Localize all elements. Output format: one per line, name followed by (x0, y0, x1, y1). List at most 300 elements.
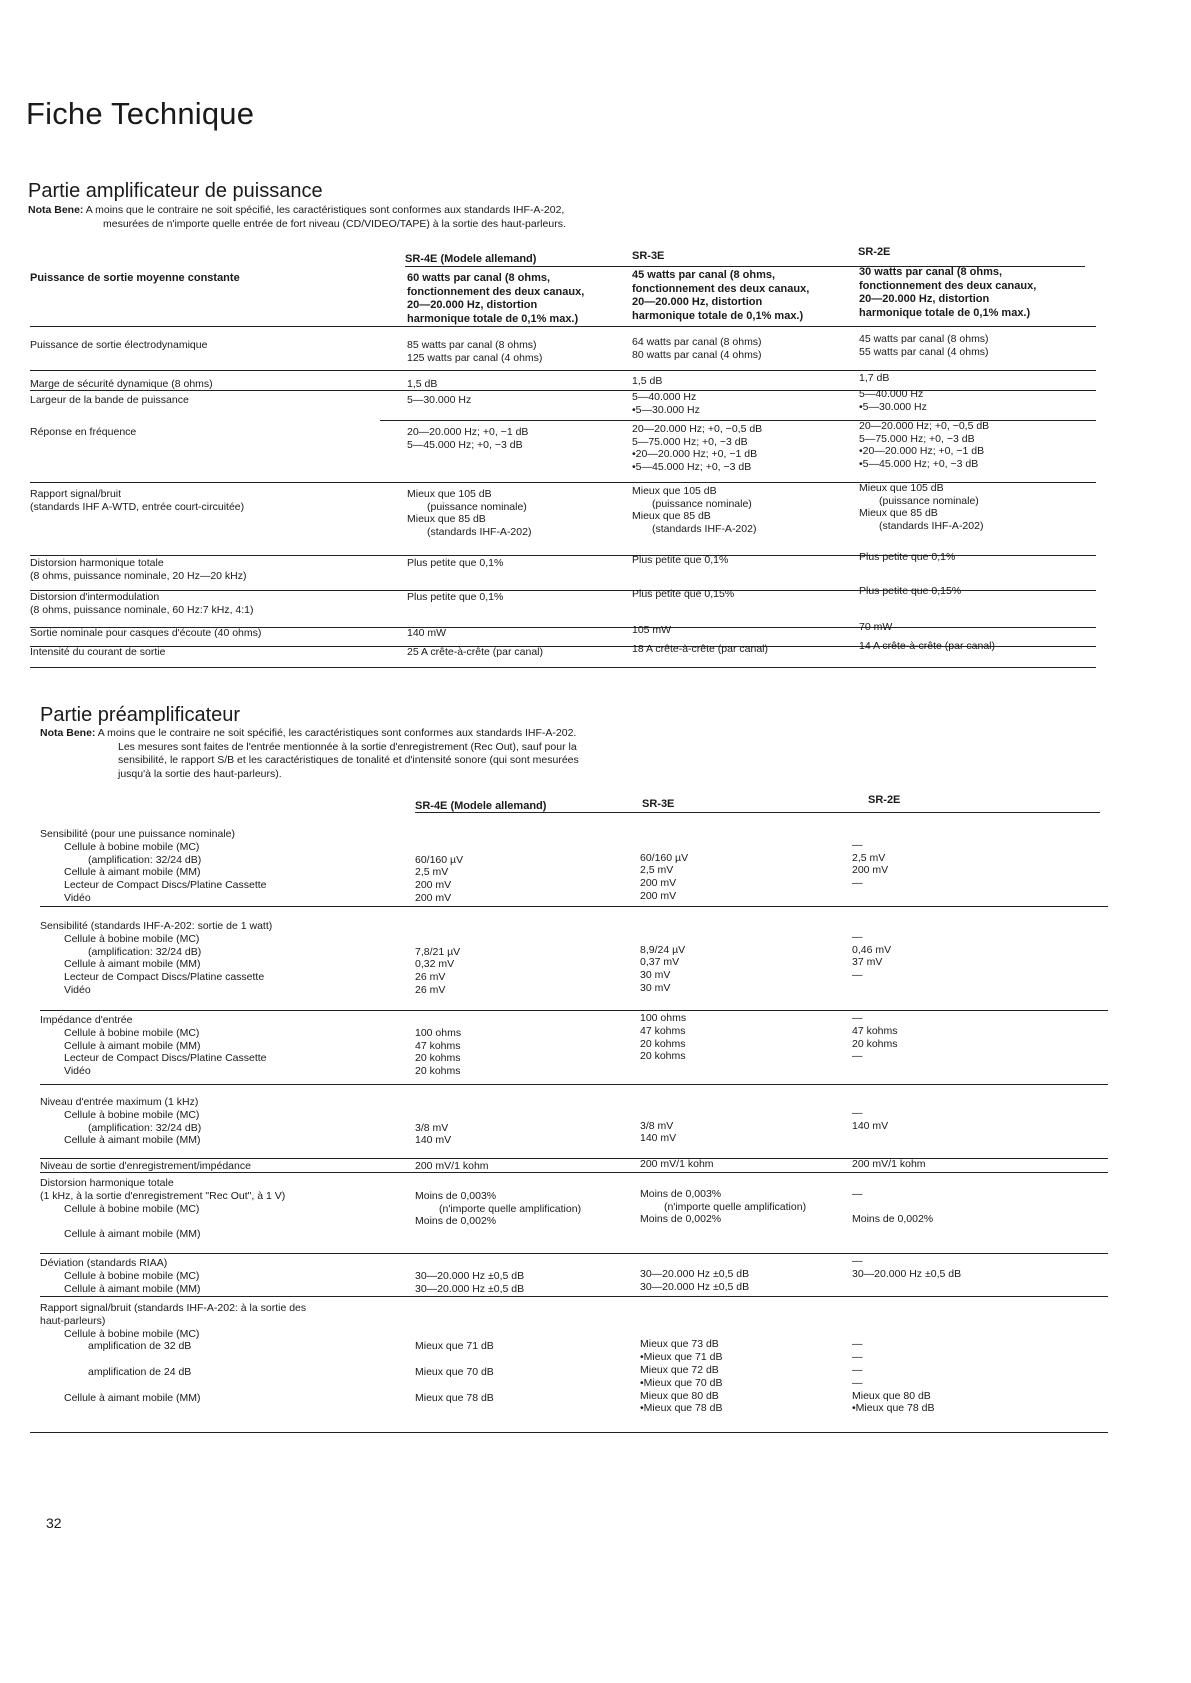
page-number: 32 (46, 1515, 62, 1531)
sr2e-line: — (852, 1255, 863, 1267)
sr3e-line: 100 ohms (640, 1012, 687, 1024)
sr2e-line: — (852, 1338, 863, 1351)
power-row-label-line: Puissance de sortie moyenne constante (30, 272, 240, 284)
sr4e-line: 2,5 mV (415, 866, 449, 879)
pre-cell-sr2e (852, 1158, 1092, 1171)
sr3e-line: 47 kohms (640, 1024, 686, 1037)
sr4e-line: 7,8/21 µV (415, 945, 461, 958)
sr2e-line (852, 890, 1092, 903)
pre-nota-line1: A moins que le contraire ne soit spécifié, les caractéristiques sont conformes aux standards IHF-A-202. (97, 727, 577, 739)
power-cell-sr3e (632, 269, 857, 323)
sr2e-line: (standards IHF-A-202) (879, 519, 984, 532)
pre-row-rule (40, 1296, 1108, 1297)
sr4e-line (415, 920, 625, 933)
sr4e-line: 5—30.000 Hz (407, 394, 472, 406)
sr2e-line: — (852, 1187, 863, 1200)
pre-row-label-line: Impédance d'entrée (40, 1014, 133, 1026)
sr2e-line: 140 mV (852, 1119, 889, 1132)
pre-row-label-line: Cellule à aimant mobile (MM) (64, 866, 201, 879)
sr2e-line (852, 982, 1092, 995)
pre-cell-sr4e (415, 920, 625, 997)
sr4e-line: 125 watts par canal (4 ohms) (407, 351, 543, 364)
sr4e-line: Moins de 0,002% (415, 1215, 497, 1228)
sr4e-line (415, 828, 625, 841)
power-cell-sr4e (407, 591, 627, 604)
pre-cell-sr4e (415, 1014, 625, 1078)
pre-row-label-line: Vidéo (64, 1065, 91, 1078)
sr2e-line: 20—20.000 Hz, distortion (859, 293, 990, 305)
power-cell-sr4e (407, 339, 627, 364)
pre-row-label-line: Cellule à aimant mobile (MM) (64, 1039, 201, 1052)
sr4e-line: 20—20.000 Hz, distortion (407, 299, 538, 311)
power-row-rule (30, 370, 1096, 371)
power-nota-line2: mesurées de n'importe quelle entrée de fort niveau (CD/VIDEO/TAPE) à la sortie des haut-parleurs. (103, 217, 566, 230)
sr3e-line: 200 mV/1 kohm (640, 1158, 714, 1170)
sr3e-line (640, 1063, 860, 1076)
sr4e-line: 30—20.000 Hz ±0,5 dB (415, 1269, 525, 1282)
power-cell-sr2e (859, 621, 1099, 634)
sr3e-line: 45 watts par canal (8 ohms, (632, 269, 776, 281)
pre-row-label-line: amplification de 24 dB (88, 1365, 192, 1378)
sr2e-line (852, 1281, 1092, 1294)
sr2e-line (852, 1300, 1092, 1313)
sr4e-line: fonctionnement des deux canaux, (407, 285, 585, 298)
pre-row-rule (40, 1010, 1108, 1011)
sr2e-line: 30—20.000 Hz ±0,5 dB (852, 1267, 962, 1280)
power-row-label-line: Puissance de sortie électrodynamique (30, 339, 208, 351)
power-section-title: Partie amplificateur de puissance (28, 180, 323, 202)
sr3e-line: (puissance nominale) (652, 497, 752, 510)
sr2e-line: (puissance nominale) (879, 494, 979, 507)
pre-row-label-line: Vidéo (64, 983, 91, 996)
sr3e-line: 60/160 µV (640, 851, 689, 864)
pre-nota-line3: sensibilité, le rapport S/B et les caractéristiques de tonalité et d'intensité sonore (qui sont mesurées (118, 754, 579, 766)
power-cell-sr3e (632, 485, 857, 535)
power-nota-line1: A moins que le contraire ne soit spécifié, les caractéristiques sont conformes aux standards IHF-A-202, (85, 204, 565, 216)
power-cell-sr3e (632, 624, 857, 637)
sr2e-line: 0,46 mV (852, 943, 892, 956)
power-nota (28, 204, 566, 231)
sr3e-line (640, 1226, 860, 1239)
sr3e-line: Plus petite que 0,1% (632, 554, 729, 566)
pre-col-sr4e: SR-4E (Modele allemand) (415, 800, 547, 812)
sr2e-line (852, 1094, 1092, 1107)
sr2e-line (852, 1201, 1092, 1214)
sr3e-line: Moins de 0,003% (640, 1187, 722, 1200)
sr4e-line (415, 1315, 625, 1328)
sr3e-line: (standards IHF-A-202) (652, 522, 757, 535)
pre-row-label-line: Cellule à bobine mobile (MC) (64, 1269, 200, 1282)
power-cell-sr4e (407, 557, 627, 570)
pre-row-rule (40, 1253, 1108, 1254)
sr2e-line: •5—30.000 Hz (859, 400, 927, 413)
pre-nota-label: Nota Bene: (40, 727, 96, 739)
pre-cell-sr3e (640, 1255, 860, 1293)
sr4e-line: 47 kohms (415, 1039, 461, 1052)
power-row-label (30, 339, 410, 352)
pre-cell-sr4e (415, 1096, 625, 1147)
pre-row-label-line: Cellule à aimant mobile (MM) (64, 1282, 201, 1295)
sr2e-line: 200 mV/1 kohm (852, 1158, 926, 1170)
pre-row-label-line: Sensibilité (pour une puissance nominale) (40, 828, 235, 840)
pre-row-label-line: Cellule à bobine mobile (MC) (64, 1327, 200, 1340)
sr2e-line: — (852, 1376, 863, 1389)
sr3e-line: 20 kohms (640, 1037, 686, 1050)
sr4e-line (415, 841, 625, 854)
sr2e-line: — (852, 930, 863, 943)
sr4e-line: (n'importe quelle amplification) (439, 1202, 582, 1215)
power-row-label-line: Intensité du courant de sortie (30, 646, 166, 658)
pre-section-title: Partie préamplificateur (40, 704, 241, 726)
power-row-label (30, 488, 410, 513)
power-cell-sr2e (859, 482, 1099, 532)
pre-nota (40, 727, 579, 781)
sr3e-line: 200 mV (640, 877, 677, 890)
sr4e-line: Mieux que 78 dB (415, 1391, 494, 1404)
pre-row-rule (40, 1084, 1108, 1085)
power-row-label (30, 646, 410, 659)
sr2e-line: •20—20.000 Hz; +0, −1 dB (859, 445, 985, 458)
pre-cell-sr4e (415, 1302, 625, 1404)
sr4e-line (415, 1228, 625, 1241)
pre-cell-sr3e (640, 1175, 860, 1239)
sr3e-line: 200 mV (640, 889, 677, 902)
sr4e-line (415, 1379, 625, 1392)
sr2e-line (852, 1326, 1092, 1339)
sr4e-line (415, 1096, 625, 1109)
sr4e-line: (puissance nominale) (427, 500, 527, 513)
sr3e-line: Mieux que 72 dB (640, 1363, 719, 1376)
sr3e-line: 0,37 mV (640, 956, 680, 969)
power-row-label-line: (8 ohms, puissance nominale, 60 Hz:7 kHz, 4:1) (30, 603, 254, 616)
sr4e-line (415, 1177, 625, 1190)
sr2e-line: — (852, 1050, 863, 1063)
pre-row-label-line: (amplification: 32/24 dB) (88, 853, 202, 866)
sr3e-line: (n'importe quelle amplification) (664, 1200, 807, 1213)
sr4e-line: 20 kohms (415, 1065, 461, 1078)
power-row-rule (30, 326, 1096, 327)
sr3e-line (640, 1313, 860, 1326)
sr2e-line: 5—75.000 Hz; +0, −3 dB (859, 432, 975, 445)
pre-cell-sr2e (852, 1300, 1092, 1415)
sr4e-line: 200 mV/1 kohm (415, 1160, 489, 1172)
sr2e-line (852, 1226, 1092, 1239)
pre-cell-sr2e (852, 1012, 1092, 1076)
sr3e-line (640, 918, 860, 931)
power-col-sr2e: SR-2E (858, 246, 891, 258)
sr2e-line: 37 mV (852, 956, 883, 969)
pre-row-label-line: Distorsion harmonique totale (40, 1177, 174, 1189)
sr2e-line: •5—45.000 Hz; +0, −3 dB (859, 457, 979, 470)
sr3e-line: •Mieux que 78 dB (640, 1402, 723, 1415)
pre-row-label-line: Lecteur de Compact Discs/Platine Cassette (64, 1052, 267, 1065)
sr2e-line: 20—20.000 Hz; +0, −0,5 dB (859, 420, 990, 432)
pre-row-rule (40, 906, 1108, 907)
sr4e-line: 85 watts par canal (8 ohms) (407, 339, 537, 351)
sr3e-line: 80 watts par canal (4 ohms) (632, 348, 762, 361)
pre-cell-sr4e (415, 1177, 625, 1241)
pre-row-label (40, 920, 400, 997)
sr3e-line: Mieux que 105 dB (632, 485, 717, 497)
sr2e-line: — (852, 838, 863, 851)
power-cell-sr2e (859, 551, 1099, 564)
sr4e-line: Moins de 0,003% (415, 1189, 497, 1202)
sr3e-line: fonctionnement des deux canaux, (632, 282, 810, 295)
pre-row-label-line (40, 1353, 400, 1366)
power-row-label-line: Réponse en fréquence (30, 426, 137, 438)
sr3e-line: 5—75.000 Hz; +0, −3 dB (632, 435, 748, 448)
sr4e-line (415, 1109, 625, 1122)
power-cell-sr3e (632, 375, 857, 388)
pre-cell-sr3e (640, 1158, 860, 1171)
power-cell-sr2e (859, 585, 1099, 598)
power-cell-sr3e (632, 643, 857, 656)
sr4e-line: Mieux que 105 dB (407, 488, 492, 500)
sr4e-line: 200 mV (415, 879, 452, 892)
sr4e-line: Mieux que 70 dB (415, 1365, 494, 1378)
pre-header-rule (415, 812, 1100, 813)
pre-row-label (40, 1257, 400, 1295)
sr3e-line: 20 kohms (640, 1050, 686, 1063)
sr3e-line (640, 931, 860, 944)
sr2e-line: 5—40.000 Hz (859, 388, 924, 400)
pre-row-label-line: Cellule à bobine mobile (MC) (64, 840, 200, 853)
power-cell-sr4e (407, 426, 627, 451)
sr2e-line: 45 watts par canal (8 ohms) (859, 333, 989, 345)
sr3e-line: 5—40.000 Hz (632, 391, 697, 403)
sr3e-line: •Mieux que 71 dB (640, 1351, 723, 1364)
pre-row-label-line: Cellule à aimant mobile (MM) (64, 958, 201, 971)
power-cell-sr2e (859, 372, 1099, 385)
sr4e-line: harmonique totale de 0,1% max.) (407, 312, 579, 325)
pre-row-label-line (40, 1215, 400, 1228)
sr3e-line (640, 1300, 860, 1313)
sr2e-line (852, 1313, 1092, 1326)
power-cell-sr4e (407, 646, 627, 659)
power-row-label (30, 627, 410, 640)
power-cell-sr3e (632, 554, 857, 567)
sr3e-line (640, 1255, 860, 1268)
sr3e-line (640, 839, 860, 852)
sr2e-line: — (852, 1106, 863, 1119)
sr4e-line: Plus petite que 0,1% (407, 591, 504, 603)
pre-row-label-line: Lecteur de Compact Discs/Platine cassette (64, 971, 265, 984)
sr4e-line: 100 ohms (415, 1026, 462, 1039)
pre-row-label-line: Cellule à bobine mobile (MC) (64, 1202, 200, 1215)
sr4e-line: Mieux que 71 dB (415, 1340, 494, 1353)
sr2e-line: 1,7 dB (859, 372, 890, 384)
power-row-label (30, 378, 410, 391)
power-cell-sr4e (407, 394, 627, 407)
sr3e-line: •5—30.000 Hz (632, 403, 700, 416)
power-row-label (30, 394, 410, 407)
pre-row-label-line: Cellule à bobine mobile (MC) (64, 932, 200, 945)
sr3e-line: 30—20.000 Hz ±0,5 dB (640, 1280, 750, 1293)
sr2e-line: Mieux que 85 dB (859, 507, 938, 520)
power-cell-sr4e (407, 488, 627, 538)
pre-cell-sr4e (415, 1160, 625, 1173)
sr3e-line: Mieux que 80 dB (640, 1389, 719, 1402)
pre-cell-sr2e (852, 1255, 1092, 1293)
pre-row-label (40, 1014, 400, 1078)
sr3e-line: 105 mW (632, 624, 672, 636)
sr3e-line: •20—20.000 Hz; +0, −1 dB (632, 448, 758, 461)
sr4e-line: 60/160 µV (415, 853, 464, 866)
pre-row-label-line: Cellule à bobine mobile (MC) (64, 1026, 200, 1039)
pre-cell-sr3e (640, 826, 860, 903)
pre-row-label (40, 1096, 400, 1147)
sr3e-line: Moins de 0,002% (640, 1213, 722, 1226)
pre-cell-sr3e (640, 1012, 860, 1076)
sr4e-line: 20 kohms (415, 1052, 461, 1065)
sr3e-line: 30 mV (640, 969, 671, 982)
power-cell-sr2e (859, 640, 1099, 653)
sr2e-line: 2,5 mV (852, 851, 886, 864)
pre-row-label (40, 1160, 400, 1173)
sr4e-line: 26 mV (415, 971, 446, 984)
pre-cell-sr3e (640, 918, 860, 995)
sr2e-line: — (852, 877, 863, 890)
pre-cell-sr3e (640, 1094, 860, 1145)
pre-row-label-line: Vidéo (64, 891, 91, 904)
power-cell-sr2e (859, 420, 1099, 470)
power-cell-sr3e (632, 336, 857, 361)
power-cell-sr2e (859, 388, 1099, 413)
sr2e-line: 20 kohms (852, 1037, 898, 1050)
sr4e-line (415, 1353, 625, 1366)
sr3e-line: 30—20.000 Hz ±0,5 dB (640, 1267, 750, 1280)
power-cell-sr2e (859, 333, 1099, 358)
pre-row-label-line: Niveau de sortie d'enregistrement/impédance (40, 1160, 251, 1172)
power-cell-sr4e (407, 272, 627, 326)
sr2e-line (852, 1063, 1092, 1076)
pre-cell-sr4e (415, 1257, 625, 1295)
pre-cell-sr2e (852, 826, 1092, 903)
sr3e-line: 20—20.000 Hz; +0, −0,5 dB (632, 423, 763, 435)
sr2e-line: Moins de 0,002% (852, 1213, 934, 1226)
sr3e-line (640, 1107, 860, 1120)
sr2e-line (852, 826, 1092, 839)
sr2e-line (852, 918, 1092, 931)
sr4e-line: 1,5 dB (407, 378, 438, 390)
power-row-label-line: Distorsion harmonique totale (30, 557, 164, 569)
sr3e-line: Mieux que 73 dB (640, 1338, 719, 1351)
sr4e-line: 3/8 mV (415, 1121, 449, 1134)
pre-row-label (40, 828, 400, 905)
sr2e-line: •Mieux que 78 dB (852, 1402, 935, 1415)
pre-cell-sr3e (640, 1300, 860, 1415)
sr3e-line: 64 watts par canal (8 ohms) (632, 336, 762, 348)
pre-cell-sr4e (415, 828, 625, 905)
power-col-sr3e: SR-3E (632, 250, 665, 262)
pre-row-rule (40, 1172, 1108, 1173)
pre-row-label-line: (1 kHz, à la sortie d'enregistrement "Rec Out", à 1 V) (40, 1189, 286, 1202)
pre-nota-line4: jusqu'à la sortie des haut-parleurs). (118, 767, 282, 780)
power-nota-label: Nota Bene: (28, 204, 84, 216)
power-row-label (30, 272, 410, 286)
sr2e-line (852, 1175, 1092, 1188)
power-col-sr4e: SR-4E (Modele allemand) (405, 253, 537, 265)
sr3e-line: •Mieux que 70 dB (640, 1376, 723, 1389)
sr2e-line: 14 A crête-à-crête (par canal) (859, 640, 995, 652)
sr2e-line: — (852, 1363, 863, 1376)
power-cell-sr3e (632, 588, 857, 601)
sr3e-line: 2,5 mV (640, 864, 674, 877)
pre-row-label-line: Cellule à aimant mobile (MM) (64, 1134, 201, 1147)
sr3e-line: 20—20.000 Hz, distortion (632, 296, 763, 308)
pre-row-rule (30, 1432, 1108, 1433)
sr4e-line (415, 1257, 625, 1270)
sr3e-line: 140 mV (640, 1132, 677, 1145)
pre-row-label-line: amplification de 32 dB (88, 1340, 192, 1353)
sr3e-line (640, 1175, 860, 1188)
sr2e-line: — (852, 969, 863, 982)
sr3e-line (640, 1326, 860, 1339)
sr3e-line: 8,9/24 µV (640, 943, 686, 956)
sr3e-line: Mieux que 85 dB (632, 510, 711, 523)
sr3e-line: harmonique totale de 0,1% max.) (632, 309, 804, 322)
pre-row-label-line: (amplification: 32/24 dB) (88, 1121, 202, 1134)
sr2e-line: Mieux que 80 dB (852, 1389, 931, 1402)
sr2e-line: — (852, 1012, 863, 1024)
sr2e-line (852, 1132, 1092, 1145)
page-title: Fiche Technique (26, 96, 255, 131)
pre-row-label-line: Rapport signal/bruit (standards IHF-A-202: à la sortie des (40, 1302, 307, 1314)
power-row-label-line: Marge de sécurité dynamique (8 ohms) (30, 378, 213, 390)
sr2e-line: 47 kohms (852, 1024, 898, 1037)
pre-row-label (40, 1177, 400, 1241)
sr2e-line: fonctionnement des deux canaux, (859, 279, 1037, 292)
power-cell-sr2e (859, 266, 1099, 320)
pre-col-sr2e: SR-2E (868, 794, 901, 806)
power-row-label-line: (8 ohms, puissance nominale, 20 Hz—20 kHz) (30, 569, 247, 582)
pre-row-label (40, 1302, 400, 1404)
sr4e-line (415, 1014, 625, 1027)
sr4e-line (415, 1328, 625, 1341)
sr4e-line: 60 watts par canal (8 ohms, (407, 272, 551, 284)
pre-row-label-line: Cellule à aimant mobile (MM) (64, 1391, 201, 1404)
sr2e-line: 200 mV (852, 864, 889, 877)
pre-row-label-line: Cellule à bobine mobile (MC) (64, 1108, 200, 1121)
sr4e-line: Plus petite que 0,1% (407, 557, 504, 569)
sr3e-line: 30 mV (640, 981, 671, 994)
pre-cell-sr2e (852, 1175, 1092, 1239)
power-row-rule (30, 667, 1096, 668)
sr2e-line: harmonique totale de 0,1% max.) (859, 306, 1031, 319)
sr2e-line: 55 watts par canal (4 ohms) (859, 345, 989, 358)
power-cell-sr4e (407, 378, 627, 391)
sr4e-line: 26 mV (415, 983, 446, 996)
sr4e-line (415, 1302, 625, 1315)
sr3e-line: •5—45.000 Hz; +0, −3 dB (632, 460, 752, 473)
sr4e-line (415, 933, 625, 946)
pre-col-sr3e: SR-3E (642, 798, 675, 810)
sr4e-line: (standards IHF-A-202) (427, 525, 532, 538)
pre-row-label-line: (amplification: 32/24 dB) (88, 945, 202, 958)
power-row-label (30, 557, 410, 582)
power-row-label-line: Sortie nominale pour casques d'écoute (40 ohms) (30, 627, 262, 639)
pre-row-label-line: haut-parleurs) (40, 1314, 106, 1327)
pre-row-label-line: Déviation (standards RIAA) (40, 1257, 168, 1269)
sr3e-line (640, 826, 860, 839)
power-row-label-line: (standards IHF A-WTD, entrée court-circuitée) (30, 500, 245, 513)
pre-row-label-line (40, 1379, 400, 1392)
sr2e-line: 30 watts par canal (8 ohms, (859, 266, 1003, 278)
power-row-label-line: Largeur de la bande de puissance (30, 394, 189, 406)
sr4e-line: 0,32 mV (415, 958, 455, 971)
sr3e-line (640, 1094, 860, 1107)
sr2e-line: — (852, 1351, 863, 1364)
